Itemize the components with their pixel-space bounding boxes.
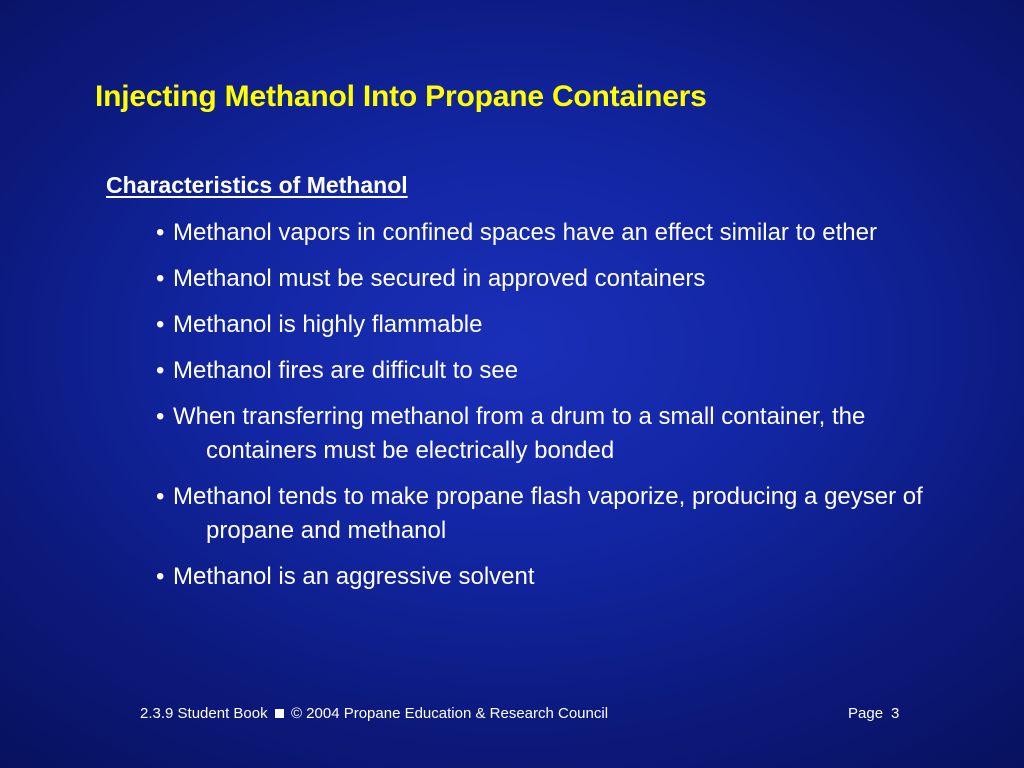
square-icon xyxy=(275,709,284,718)
bullet-item xyxy=(156,262,936,296)
bullet-text: Methanol is highly flammable xyxy=(173,311,483,338)
bullet-glyph: • xyxy=(156,357,165,384)
bullet-glyph: • xyxy=(156,483,165,510)
bullet-text: Methanol is an aggressive solvent xyxy=(173,563,535,590)
bullet-item xyxy=(156,560,936,594)
bullet-item xyxy=(156,400,936,468)
bullet-glyph: • xyxy=(156,219,165,246)
footer-book: 2.3.9 Student Book xyxy=(140,705,268,722)
bullet-glyph: • xyxy=(156,403,165,430)
page-label: Page xyxy=(848,705,884,722)
section-heading: Characteristics of Methanol xyxy=(106,172,408,198)
bullet-glyph: • xyxy=(156,265,165,292)
bullet-text: Methanol must be secured in approved containers xyxy=(173,265,706,292)
bullet-item xyxy=(156,354,936,388)
footer-copyright: © 2004 Propane Education & Research Council xyxy=(290,705,609,722)
bullet-glyph: • xyxy=(156,563,165,590)
slide-title: Injecting Methanol Into Propane Containers xyxy=(95,80,707,113)
bullet-glyph: • xyxy=(156,311,165,338)
bullet-item xyxy=(156,480,936,548)
bullet-text: Methanol vapors in confined spaces have an effect similar to ether xyxy=(173,219,877,246)
bullet-list xyxy=(156,216,936,606)
page-number: 3 xyxy=(891,705,900,722)
bullet-text: Methanol tends to make propane flash vaporize, producing a geyser of propane and methanol xyxy=(173,483,923,544)
bullet-item xyxy=(156,308,936,342)
footer-page xyxy=(848,705,899,722)
footer-credits xyxy=(140,705,608,722)
bullet-text: Methanol fires are difficult to see xyxy=(173,357,519,384)
bullet-text: When transferring methanol from a drum to a small container, the containers must be electrically bonded xyxy=(173,403,866,464)
bullet-item xyxy=(156,216,936,250)
